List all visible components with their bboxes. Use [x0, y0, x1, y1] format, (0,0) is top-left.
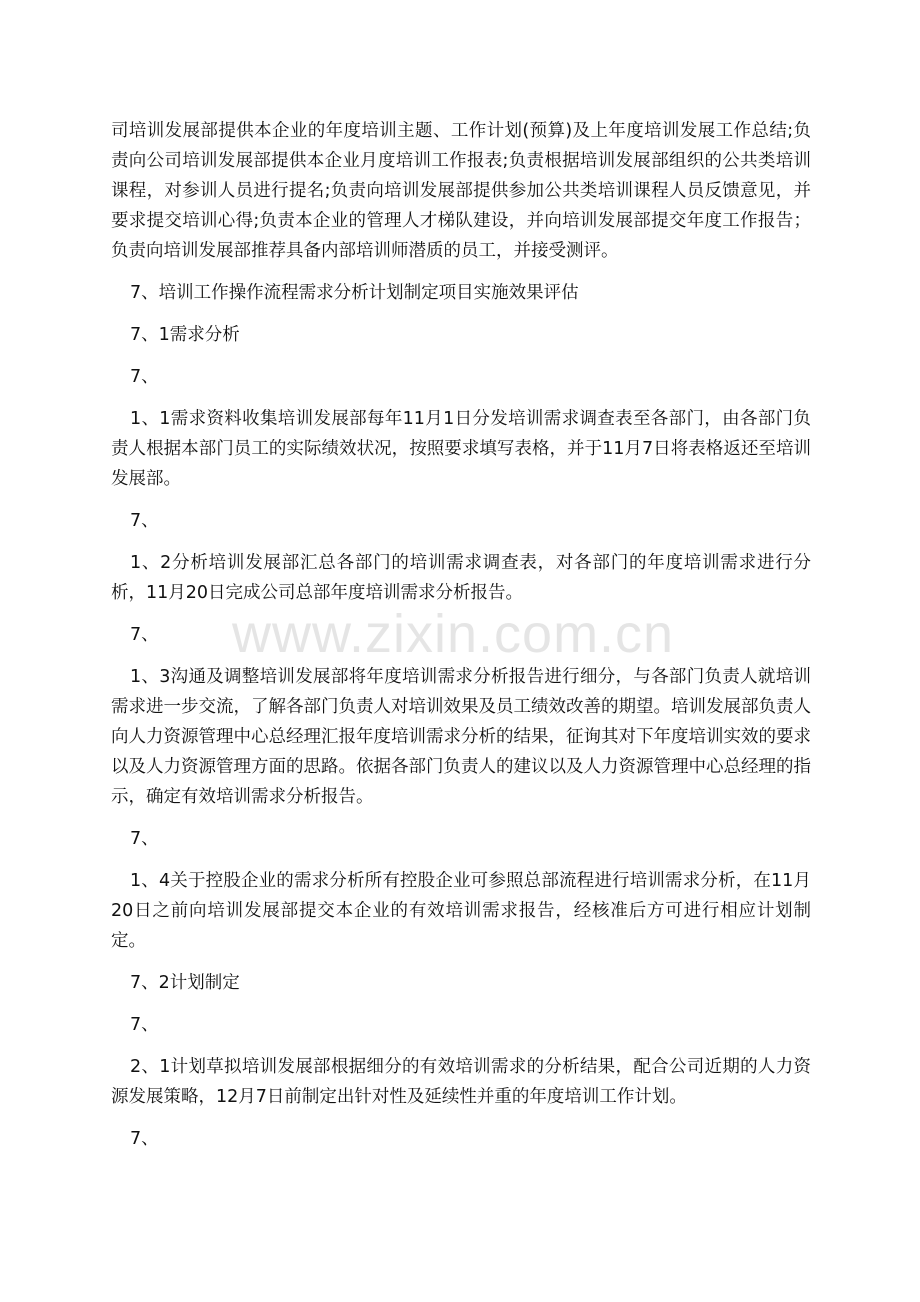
section-heading: 7、2计划制定: [130, 973, 240, 993]
watermark: www.zixin.com.cn: [232, 604, 675, 664]
paragraph: 2、1计划草拟培训发展部根据细分的有效培训需求的分析结果，配合公司近期的人力资源发展策略，12月7日前制定出针对性及延续性并重的年度培训工作计划。: [111, 1057, 811, 1107]
paragraph: 1、3沟通及调整培训发展部将年度培训需求分析报告进行细分，与各部门负责人就培训需求进一步交流，了解各部门负责人对培训效果及员工绩效改善的期望。培训发展部负责人向人力资源管理中心总经理汇报年度培训需求分析的结果，征询其对下年度培训实效的要求以及人力资源管理方面的思路。依据各部门负责人的建议以及人力资源管理中心总经理的指示，确定有效培训需求分析报告。: [111, 667, 811, 807]
paragraph: 7、: [130, 511, 159, 531]
paragraph: 7、: [130, 367, 159, 387]
section-heading: 7、1需求分析: [130, 325, 240, 345]
paragraph: 1、2分析培训发展部汇总各部门的培训需求调查表，对各部门的年度培训需求进行分析，11月20日完成公司总部年度培训需求分析报告。: [111, 553, 811, 603]
paragraph: 7、培训工作操作流程需求分析计划制定项目实施效果评估: [130, 283, 579, 303]
paragraph: 7、: [130, 1129, 159, 1149]
paragraph: 7、: [130, 829, 159, 849]
paragraph: 司培训发展部提供本企业的年度培训主题、工作计划(预算)及上年度培训发展工作总结;负责向公司培训发展部提供本企业月度培训工作报表;负责根据培训发展部组织的公共类培训课程，对参训人员进行提名;负责向培训发展部提供参加公共类培训课程人员反馈意见，并要求提交培训心得;负责本企业的管理人才梯队建设，并向培训发展部提交年度工作报告；负责向培训发展部推荐具备内部培训师潜质的员工，并接受测评。: [111, 121, 811, 261]
paragraph: 1、4关于控股企业的需求分析所有控股企业可参照总部流程进行培训需求分析，在11月20日之前向培训发展部提交本企业的有效培训需求报告，经核准后方可进行相应计划制定。: [111, 871, 811, 951]
paragraph: 7、: [130, 1015, 159, 1035]
paragraph: 1、1需求资料收集培训发展部每年11月1日分发培训需求调查表至各部门，由各部门负责人根据本部门员工的实际绩效状况，按照要求填写表格，并于11月7日将表格返还至培训发展部。: [111, 409, 811, 489]
paragraph: 7、: [130, 625, 159, 645]
